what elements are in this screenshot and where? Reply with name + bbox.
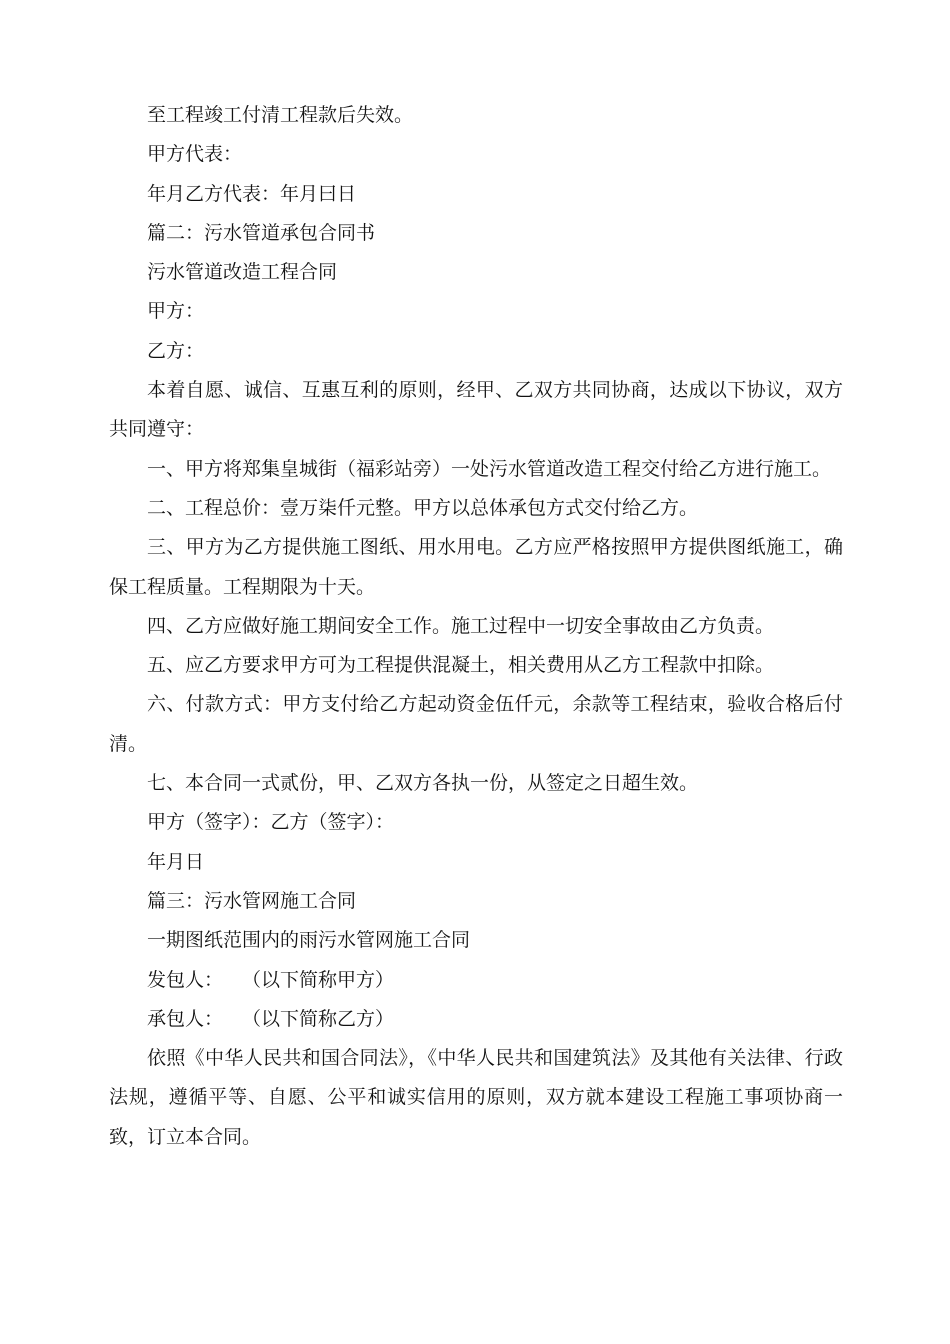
contract-title-part-three: 一期图纸范围内的雨污水管网施工合同 [147, 929, 471, 952]
paragraph-dates-party-b-rep: 年月乙方代表：年月曰日 [147, 182, 357, 205]
paragraph-party-a-rep: 甲方代表： [147, 143, 243, 166]
section-heading-part-three: 篇三：污水管网施工合同 [147, 889, 357, 912]
clause-three: 三、甲方为乙方提供施工图纸、用水用电。乙方应严格按照甲方提供图纸施工，确保工程质量。工程期限为十天。 [109, 536, 843, 598]
clause-five: 五、应乙方要求甲方可为工程提供混凝土，相关费用从乙方工程款中扣除。 [147, 654, 775, 677]
contract-title: 污水管道改造工程合同 [147, 261, 338, 284]
paragraph-legal-basis: 依照《中华人民共和国合同法》，《中华人民共和国建筑法》及其他有关法律、行政法规，遵循平等、自愿、公平和诚实信用的原则，双方就本建设工程施工事项协商一致，订立本合同。 [109, 1047, 843, 1148]
signature-line: 甲方（签字）：乙方（签字）： [147, 811, 395, 834]
paragraph-party-b: 乙方： [147, 339, 205, 362]
paragraph-contractor: 承包人： （以下简称乙方） [147, 1007, 395, 1030]
paragraph-preamble: 本着自愿、诚信、互惠互利的原则，经甲、乙双方共同协商，达成以下协议，双方共同遵守： [109, 379, 843, 441]
paragraph-party-a: 甲方： [147, 300, 205, 323]
document-body [109, 96, 843, 1157]
clause-two: 二、工程总价：壹万柒仟元整。甲方以总体承包方式交付给乙方。 [147, 496, 699, 519]
clause-four: 四、乙方应做好施工期间安全工作。施工过程中一切安全事故由乙方负责。 [147, 614, 775, 637]
paragraph-employer: 发包人： （以下简称甲方） [147, 968, 395, 991]
section-heading-part-two: 篇二：污水管道承包合同书 [147, 221, 376, 244]
clause-six: 六、付款方式：甲方支付给乙方起动资金伍仟元，余款等工程结束，验收合格后付清。 [109, 693, 843, 755]
paragraph-clause-end: 至工程竣工付清工程款后失效。 [147, 104, 414, 126]
date-line: 年月日 [147, 850, 205, 873]
clause-one: 一、甲方将郑集皇城街（福彩站旁）一处污水管道改造工程交付给乙方进行施工。 [147, 457, 832, 480]
clause-seven: 七、本合同一式贰份，甲、乙双方各执一份，从签定之日超生效。 [147, 772, 699, 795]
